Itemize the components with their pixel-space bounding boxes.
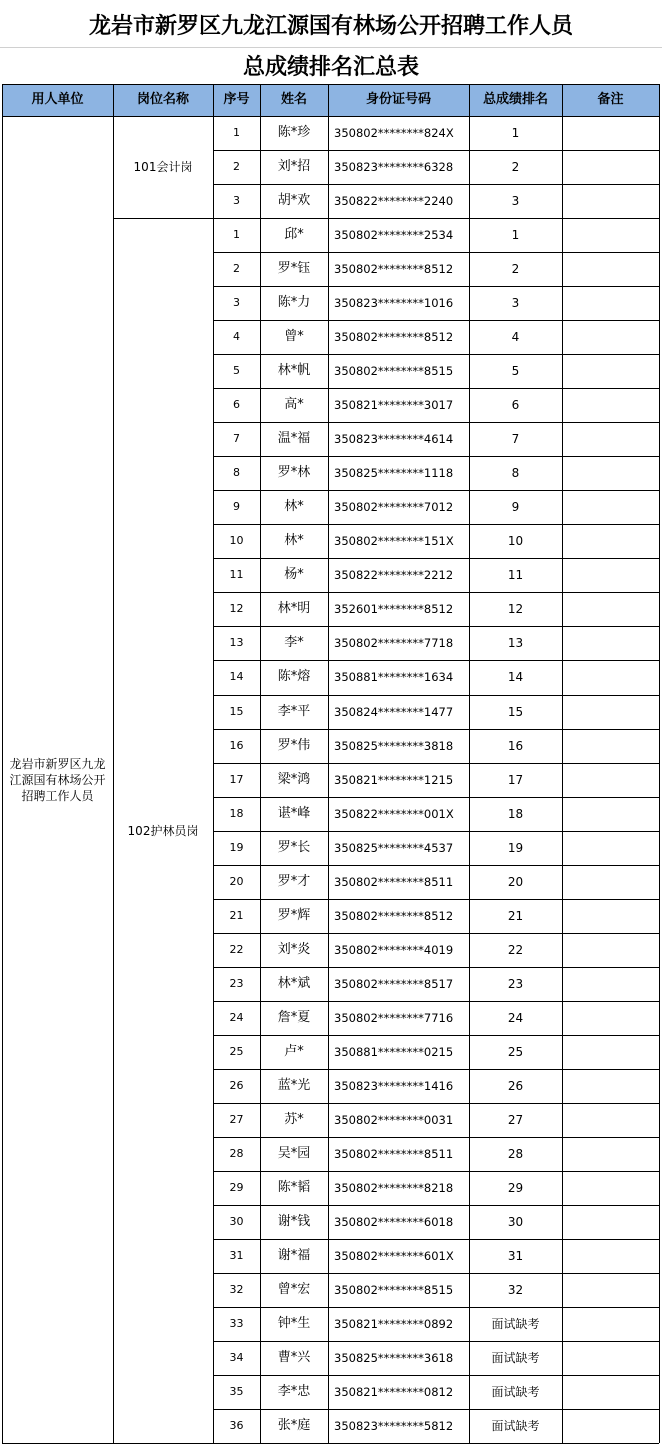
grid-hline	[213, 1205, 659, 1206]
rank-cell: 2	[511, 160, 520, 175]
note-cell	[562, 422, 659, 456]
grid-hline	[2, 84, 659, 85]
id-cell: 350823********1416	[334, 1078, 454, 1093]
id-cell: 350823********5812	[334, 1419, 454, 1434]
name-cell: 詹*夏	[277, 1009, 311, 1025]
grid-hline	[213, 558, 659, 559]
id-cell: 350802********2534	[334, 228, 454, 243]
rank-cell: 20	[507, 874, 524, 889]
rank-cell: 面试缺考	[491, 1385, 540, 1400]
grid-hline	[2, 1443, 659, 1444]
rank-cell: 23	[507, 976, 524, 991]
seq-cell: 30	[229, 1214, 244, 1228]
rank-cell: 11	[507, 568, 524, 583]
note-cell	[562, 1035, 659, 1069]
seq-cell: 1	[233, 126, 240, 139]
note-cell	[562, 967, 659, 1001]
id-cell: 350825********1118	[334, 466, 454, 481]
name-cell: 林*帆	[277, 363, 311, 379]
name-cell: 曹*兴	[277, 1350, 311, 1366]
seq-cell: 4	[233, 330, 240, 344]
grid-hline	[213, 150, 659, 151]
name-cell: 曾*宏	[277, 1282, 311, 1298]
seq-cell: 9	[233, 500, 240, 514]
name-cell: 杨*	[284, 567, 304, 583]
seq-cell: 10	[229, 534, 244, 548]
note-cell	[562, 1205, 659, 1239]
seq-cell: 6	[233, 398, 240, 412]
id-cell: 350825********3818	[334, 738, 454, 753]
grid-vline	[113, 84, 114, 1443]
grid-hline	[213, 1171, 659, 1172]
grid-vline	[2, 84, 3, 1443]
header-seq: 序号	[223, 92, 250, 107]
note-cell	[562, 490, 659, 524]
name-cell: 卢*	[284, 1043, 304, 1059]
seq-cell: 19	[229, 840, 244, 854]
rank-cell: 30	[507, 1214, 524, 1229]
id-cell: 350821********1215	[334, 772, 454, 787]
name-cell: 罗*钰	[277, 261, 311, 277]
rank-cell: 15	[507, 704, 524, 719]
name-cell: 曾*	[284, 329, 304, 345]
grid-hline	[213, 865, 659, 866]
note-cell	[562, 354, 659, 388]
seq-cell: 25	[229, 1044, 244, 1058]
name-cell: 林*斌	[277, 975, 311, 991]
note-cell	[562, 252, 659, 286]
rank-cell: 5	[511, 364, 520, 379]
name-cell: 罗*伟	[277, 737, 311, 753]
note-cell	[562, 388, 659, 422]
id-cell: 350825********3618	[334, 1351, 454, 1366]
name-cell: 陈*珍	[277, 125, 311, 140]
grid-hline	[213, 1069, 659, 1070]
rank-cell: 24	[507, 1010, 524, 1025]
id-cell: 350802********8512	[334, 262, 454, 277]
name-cell: 刘*招	[277, 159, 311, 175]
rank-cell: 32	[507, 1283, 524, 1298]
id-cell: 350823********1016	[334, 296, 454, 311]
id-cell: 350802********8511	[334, 874, 454, 889]
title-line-2: 总成绩排名汇总表	[242, 54, 419, 80]
grid-hline	[213, 354, 659, 355]
name-cell: 谌*峰	[277, 805, 311, 821]
rank-cell: 2	[511, 262, 520, 277]
id-cell: 350802********601X	[334, 1248, 454, 1263]
rank-cell: 1	[511, 126, 520, 140]
title-line-1: 龙岩市新罗区九龙江源国有林场公开招聘工作人员	[88, 13, 573, 39]
id-cell: 350822********001X	[334, 806, 454, 821]
note-cell	[562, 1137, 659, 1171]
position-cell: 102护林员岗	[127, 823, 199, 838]
grid-hline	[213, 456, 659, 457]
note-cell	[562, 1409, 659, 1443]
id-cell: 350821********0812	[334, 1385, 454, 1400]
note-cell	[562, 1103, 659, 1137]
grid-hline	[213, 967, 659, 968]
grid-hline	[213, 286, 659, 287]
id-cell: 350821********0892	[334, 1317, 454, 1332]
grid-hline	[213, 1341, 659, 1342]
rank-cell: 22	[507, 942, 524, 957]
name-cell: 李*	[284, 635, 304, 651]
seq-cell: 35	[229, 1385, 244, 1399]
seq-cell: 24	[229, 1010, 244, 1024]
seq-cell: 13	[229, 636, 244, 650]
employer-cell: 龙岩市新罗区九龙江源国有林场公开招聘工作人员	[9, 756, 106, 803]
note-cell	[562, 286, 659, 320]
note-cell	[562, 831, 659, 865]
grid-hline	[213, 524, 659, 525]
grid-hline	[213, 626, 659, 627]
seq-cell: 22	[229, 942, 244, 956]
note-cell	[562, 1273, 659, 1307]
id-cell: 350824********1477	[334, 704, 454, 719]
seq-cell: 28	[229, 1146, 244, 1160]
note-cell	[562, 729, 659, 763]
rank-cell: 面试缺考	[491, 1351, 540, 1366]
grid-hline	[213, 1001, 659, 1002]
name-cell: 胡*欢	[277, 193, 311, 209]
note-cell	[562, 116, 659, 150]
rank-cell: 29	[507, 1180, 524, 1195]
id-cell: 350802********4019	[334, 942, 454, 957]
name-cell: 陈*力	[277, 295, 311, 311]
note-cell	[562, 1341, 659, 1375]
note-cell	[562, 218, 659, 252]
grid-hline	[213, 729, 659, 730]
header-name: 姓名	[280, 92, 307, 107]
name-cell: 陈*熔	[277, 669, 311, 685]
rank-cell: 3	[511, 296, 520, 311]
name-cell: 罗*林	[277, 465, 311, 481]
seq-cell: 15	[229, 704, 244, 718]
id-cell: 350802********151X	[334, 534, 454, 549]
id-cell: 350822********2212	[334, 568, 454, 583]
name-cell: 林*	[284, 533, 304, 549]
note-cell	[562, 626, 659, 660]
rank-cell: 19	[507, 840, 524, 855]
id-cell: 350802********7718	[334, 636, 454, 651]
grid-hline	[2, 116, 659, 117]
title-separator	[0, 47, 662, 48]
id-cell: 350802********8512	[334, 908, 454, 923]
grid-hline	[213, 899, 659, 900]
id-cell: 350802********8515	[334, 1283, 454, 1298]
note-cell	[562, 899, 659, 933]
grid-hline	[213, 695, 659, 696]
seq-cell: 17	[229, 772, 244, 786]
seq-cell: 11	[229, 568, 244, 582]
id-cell: 350802********7012	[334, 500, 454, 515]
grid-hline	[213, 490, 659, 491]
id-cell: 350802********8517	[334, 976, 454, 991]
note-cell	[562, 524, 659, 558]
header-position: 岗位名称	[136, 92, 189, 107]
name-cell: 李*忠	[277, 1384, 311, 1400]
name-cell: 钟*生	[277, 1316, 311, 1332]
name-cell: 张*庭	[277, 1418, 311, 1434]
grid-hline	[213, 1103, 659, 1104]
header-employer: 用人单位	[31, 92, 84, 107]
name-cell: 罗*长	[277, 839, 311, 855]
name-cell: 吴*园	[277, 1145, 311, 1161]
note-cell	[562, 695, 659, 729]
name-cell: 林*	[284, 499, 304, 515]
seq-cell: 23	[229, 976, 244, 990]
rank-cell: 面试缺考	[491, 1317, 540, 1332]
id-cell: 350802********7716	[334, 1010, 454, 1025]
id-cell: 352601********8512	[334, 602, 454, 617]
rank-cell: 10	[507, 534, 524, 549]
note-cell	[562, 1239, 659, 1273]
id-cell: 350822********2240	[334, 194, 454, 209]
id-cell: 350881********0215	[334, 1044, 454, 1059]
grid-vline	[659, 84, 660, 1443]
seq-cell: 18	[229, 806, 244, 820]
rank-cell: 1	[511, 228, 520, 243]
id-cell: 350825********4537	[334, 840, 454, 855]
grid-hline	[113, 218, 659, 219]
grid-hline	[213, 1409, 659, 1410]
name-cell: 罗*才	[277, 873, 311, 889]
rank-cell: 12	[507, 602, 524, 617]
seq-cell: 7	[233, 432, 240, 446]
rank-cell: 9	[511, 500, 520, 515]
seq-cell: 3	[233, 194, 240, 208]
note-cell	[562, 1001, 659, 1035]
id-cell: 350823********6328	[334, 160, 454, 175]
rank-cell: 31	[507, 1248, 524, 1263]
seq-cell: 8	[233, 466, 240, 480]
note-cell	[562, 1375, 659, 1409]
seq-cell: 14	[229, 670, 244, 684]
note-cell	[562, 150, 659, 184]
id-cell: 350802********8512	[334, 330, 454, 345]
note-cell	[562, 320, 659, 354]
grid-hline	[213, 592, 659, 593]
id-cell: 350802********6018	[334, 1214, 454, 1229]
id-cell: 350802********8515	[334, 364, 454, 379]
note-cell	[562, 456, 659, 490]
name-cell: 梁*鸿	[277, 771, 311, 787]
seq-cell: 2	[233, 160, 240, 174]
grid-hline	[213, 422, 659, 423]
name-cell: 高*	[284, 397, 304, 413]
grid-hline	[213, 184, 659, 185]
rank-cell: 25	[507, 1044, 524, 1059]
rank-cell: 13	[507, 636, 524, 651]
grid-hline	[213, 252, 659, 253]
seq-cell: 12	[229, 602, 244, 616]
seq-cell: 5	[233, 364, 240, 378]
grid-hline	[213, 1273, 659, 1274]
grid-hline	[213, 1239, 659, 1240]
note-cell	[562, 865, 659, 899]
name-cell: 邱*	[284, 227, 304, 243]
grid-hline	[213, 320, 659, 321]
note-cell	[562, 558, 659, 592]
rank-cell: 18	[507, 806, 524, 821]
grid-hline	[213, 660, 659, 661]
seq-cell: 29	[229, 1180, 244, 1194]
seq-cell: 36	[229, 1419, 244, 1433]
header-rank: 总成绩排名	[482, 92, 548, 107]
grid-hline	[213, 1375, 659, 1376]
seq-cell: 21	[229, 908, 244, 922]
note-cell	[562, 592, 659, 626]
note-cell	[562, 933, 659, 967]
id-cell: 350823********4614	[334, 432, 454, 447]
note-cell	[562, 763, 659, 797]
name-cell: 谢*钱	[277, 1213, 311, 1229]
seq-cell: 31	[229, 1248, 244, 1262]
position-cell: 101会计岗	[133, 160, 193, 175]
seq-cell: 34	[229, 1351, 244, 1365]
name-cell: 罗*辉	[277, 907, 311, 923]
name-cell: 陈*韬	[277, 1179, 311, 1195]
grid-hline	[213, 1137, 659, 1138]
rank-cell: 17	[507, 772, 524, 787]
name-cell: 苏*	[284, 1111, 304, 1127]
seq-cell: 1	[233, 228, 240, 242]
id-cell: 350881********1634	[334, 670, 454, 685]
id-cell: 350821********3017	[334, 398, 454, 413]
note-cell	[562, 797, 659, 831]
seq-cell: 27	[229, 1112, 244, 1126]
rank-cell: 21	[507, 908, 524, 923]
seq-cell: 33	[229, 1317, 244, 1331]
seq-cell: 16	[229, 738, 244, 752]
grid-hline	[213, 831, 659, 832]
grid-hline	[213, 1307, 659, 1308]
seq-cell: 3	[233, 296, 240, 310]
grid-hline	[213, 763, 659, 764]
header-note: 备注	[597, 92, 624, 107]
rank-cell: 3	[511, 194, 520, 209]
id-cell: 350802********8218	[334, 1180, 454, 1195]
note-cell	[562, 1069, 659, 1103]
rank-cell: 16	[507, 738, 524, 753]
note-cell	[562, 1307, 659, 1341]
rank-cell: 4	[511, 330, 520, 345]
rank-cell: 27	[507, 1112, 524, 1127]
name-cell: 林*明	[277, 601, 311, 617]
id-cell: 350802********0031	[334, 1112, 454, 1127]
grid-hline	[213, 797, 659, 798]
header-id: 身份证号码	[365, 92, 431, 107]
grid-hline	[213, 1035, 659, 1036]
name-cell: 温*福	[277, 431, 311, 447]
grid-hline	[213, 933, 659, 934]
seq-cell: 2	[233, 262, 240, 276]
name-cell: 李*平	[277, 703, 311, 719]
rank-cell: 28	[507, 1146, 524, 1161]
seq-cell: 20	[229, 874, 244, 888]
name-cell: 谢*福	[277, 1247, 311, 1263]
rank-cell: 14	[507, 670, 524, 685]
note-cell	[562, 660, 659, 694]
rank-cell: 7	[511, 432, 520, 447]
rank-cell: 26	[507, 1078, 524, 1093]
seq-cell: 26	[229, 1078, 244, 1092]
name-cell: 刘*炎	[277, 941, 311, 957]
name-cell: 蓝*光	[277, 1077, 311, 1093]
seq-cell: 32	[229, 1283, 244, 1297]
rank-cell: 6	[511, 398, 520, 413]
note-cell	[562, 184, 659, 218]
note-cell	[562, 1171, 659, 1205]
grid-hline	[213, 388, 659, 389]
rank-cell: 面试缺考	[491, 1419, 540, 1434]
id-cell: 350802********8511	[334, 1146, 454, 1161]
rank-cell: 8	[511, 466, 520, 481]
id-cell: 350802********824X	[334, 126, 454, 140]
